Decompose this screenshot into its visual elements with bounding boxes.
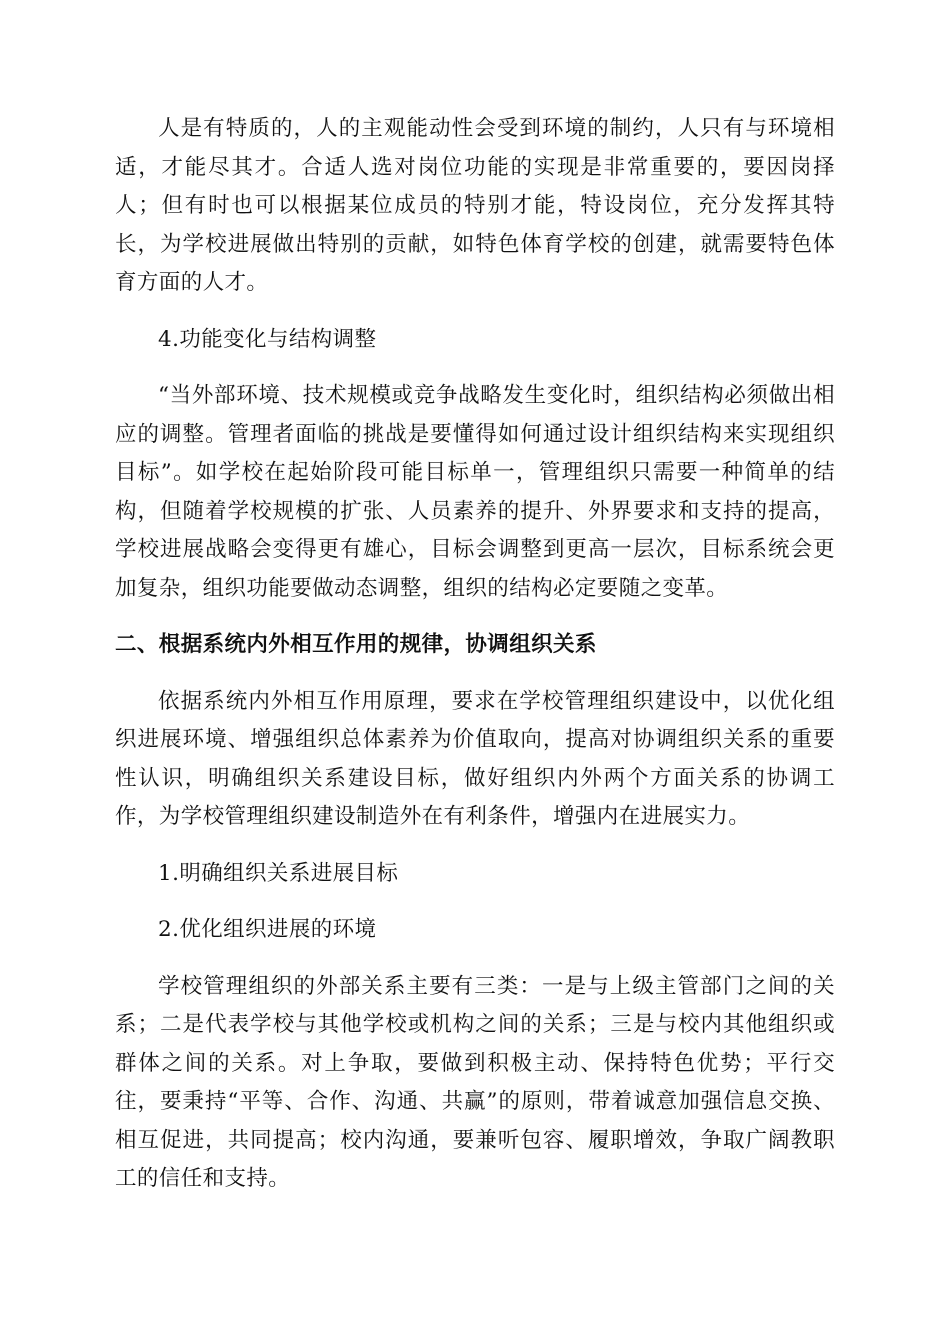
section-heading-coordinate-relations: 二、根据系统内外相互作用的规律，协调组织关系 bbox=[115, 632, 597, 657]
list-item-function-structure: 4.功能变化与结构调整 bbox=[158, 326, 377, 352]
paragraph-structure-adjustment: “当外部环境、技术规模或竞争战略发生变化时，组织结构必须做出相应的调整。管理者面临的挑战是要懂得如何通过设计组织结构来实现组织目标”。如学校在起始阶段可能目标单一，管理组织只需要一种简单的结构，但随着学校规模的扩张、人员素养的提升、外界要求和支持的提高，学校进展战略会变得更有雄心，目标会调整到更高一层次，目标系统会更加复杂，组织功能要做动态调整，组织的结构必定要随之变革。 bbox=[115, 383, 835, 601]
list-item-relation-goals: 1.明确组织关系进展目标 bbox=[158, 860, 399, 886]
list-item-optimize-environment: 2.优化组织进展的环境 bbox=[158, 917, 377, 942]
paragraph-talent-fit: 人是有特质的，人的主观能动性会受到环境的制约，人只有与环境相适，才能尽其才。合适人选对岗位功能的实现是非常重要的，要因岗择人；但有时也可以根据某位成员的特别才能，特设岗位，充分发挥其特长，为学校进展做出特别的贡献，如特色体育学校的创建，就需要特色体育方面的人才。 bbox=[115, 116, 835, 295]
paragraph-system-interaction: 依据系统内外相互作用原理，要求在学校管理组织建设中，以优化组织进展环境、增强组织总体素养为价值取向，提高对协调组织关系的重要性认识，明确组织关系建设目标，做好组织内外两个方面关系的协调工作，为学校管理组织建设制造外在有利条件，增强内在进展实力。 bbox=[115, 688, 835, 829]
paragraph-external-relations: 学校管理组织的外部关系主要有三类：一是与上级主管部门之间的关系；二是代表学校与其他学校或机构之间的关系；三是与校内其他组织或群体之间的关系。对上争取，要做到积极主动、保持特色优势；平行交往，要秉持“平等、合作、沟通、共赢”的原则，带着诚意加强信息交换、相互促进，共同提高；校内沟通，要兼听包容、履职增效，争取广阔教职工的信任和支持。 bbox=[115, 973, 835, 1191]
document-page bbox=[115, 110, 835, 1199]
